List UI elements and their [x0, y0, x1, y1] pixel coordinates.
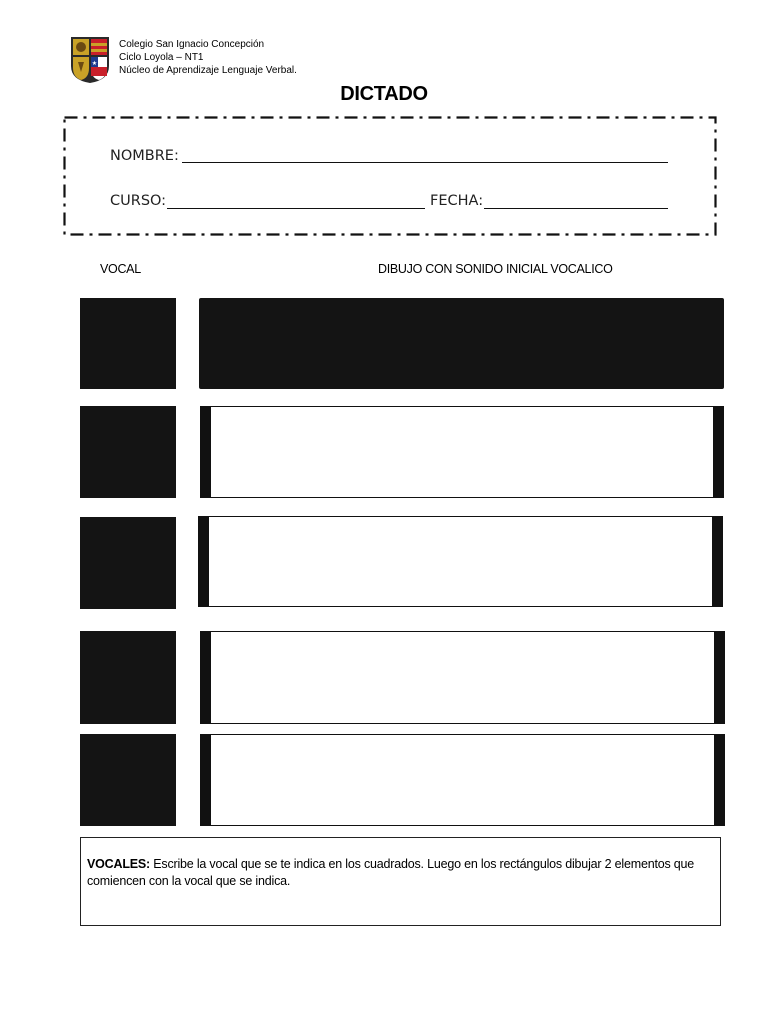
vocal-square-5[interactable]	[80, 734, 176, 826]
drawing-rectangle-2[interactable]	[200, 406, 724, 498]
instructions-box	[80, 837, 721, 926]
vocal-square-2[interactable]	[80, 406, 176, 498]
dash-dot-border	[63, 116, 717, 236]
course-label: CURSO:	[110, 193, 167, 209]
vocal-square-3[interactable]	[80, 517, 176, 609]
name-label: NOMBRE:	[110, 148, 179, 164]
instructions-label: VOCALES:	[87, 857, 150, 871]
date-field[interactable]	[484, 208, 668, 209]
vocal-square-4[interactable]	[80, 631, 176, 724]
vocal-square-1[interactable]	[80, 298, 176, 389]
date-label: FECHA:	[430, 193, 484, 209]
vocal-column-header: VOCAL	[100, 262, 141, 276]
drawing-column-header: DIBUJO CON SONIDO INICIAL VOCALICO	[378, 262, 613, 276]
drawing-rectangle-4[interactable]	[200, 631, 725, 724]
drawing-rectangle-1[interactable]	[199, 298, 724, 389]
page-title: DICTADO	[340, 83, 428, 105]
school-crest-icon	[70, 36, 110, 84]
school-name: Colegio San Ignacio Concepción	[119, 39, 265, 50]
instructions-text: Escribe la vocal que se te indica en los cuadrados. Luego en los rectángulos dibujar 2 elementos que comiencen con la vocal que se indica.	[87, 857, 695, 888]
student-info-box	[63, 116, 717, 236]
drawing-rectangle-3[interactable]	[198, 516, 723, 607]
svg-text:★: ★	[91, 60, 98, 67]
school-cycle: Ciclo Loyola – NT1	[119, 52, 204, 63]
drawing-rectangle-5[interactable]	[200, 734, 725, 826]
name-field[interactable]	[182, 162, 668, 163]
school-info	[119, 38, 297, 77]
school-subject: Núcleo de Aprendizaje Lenguaje Verbal.	[119, 65, 297, 76]
course-field[interactable]	[167, 208, 425, 209]
